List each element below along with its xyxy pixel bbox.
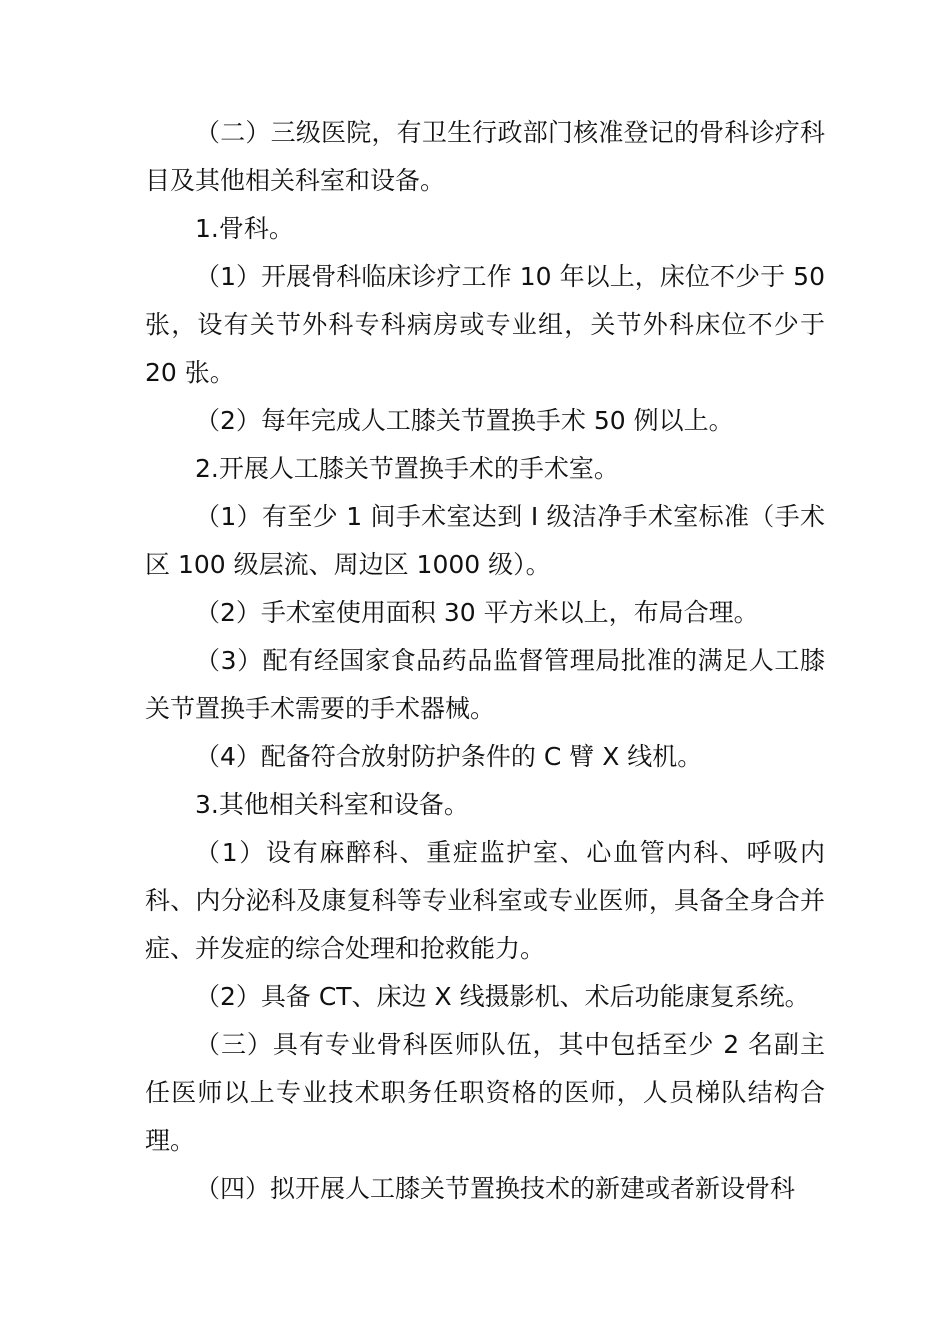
document-body: [145, 109, 825, 1213]
paragraph-tertiary-hospital: （二）三级医院，有卫生行政部门核准登记的骨科诊疗科目及其他相关科室和设备。: [145, 118, 825, 195]
paragraph-orthopedics-beds: （1）开展骨科临床诊疗工作 10 年以上，床位不少于 50 张，设有关节外科专科病房或专业组，关节外科床位不少于 20 张。: [145, 262, 825, 387]
paragraph-other-departments-heading: 3.其他相关科室和设备。: [195, 790, 469, 819]
paragraph-equipment: （2）具备 CT、床边 X 线摄影机、术后功能康复系统。: [195, 982, 810, 1011]
paragraph-orthopedics-heading: 1.骨科。: [195, 214, 294, 243]
paragraph-departments-list: （1）设有麻醉科、重症监护室、心血管内科、呼吸内科、内分泌科及康复科等专业科室或专业医师，具备全身合并症、并发症的综合处理和抢救能力。: [145, 838, 825, 963]
paragraph-clean-room-standard: （1）有至少 1 间手术室达到 I 级洁净手术室标准（手术区 100 级层流、周边区 1000 级）。: [145, 502, 825, 579]
paragraph-new-department: （四）拟开展人工膝关节置换技术的新建或者新设骨科: [195, 1174, 796, 1203]
paragraph-operating-room-heading: 2.开展人工膝关节置换手术的手术室。: [195, 454, 619, 483]
paragraph-annual-surgeries: （2）每年完成人工膝关节置换手术 50 例以上。: [195, 406, 734, 435]
paragraph-surgical-instruments: （3）配有经国家食品药品监督管理局批准的满足人工膝关节置换手术需要的手术器械。: [145, 646, 825, 723]
paragraph-room-area: （2）手术室使用面积 30 平方米以上，布局合理。: [195, 598, 759, 627]
paragraph-physician-team: （三）具有专业骨科医师队伍，其中包括至少 2 名副主任医师以上专业技术职务任职资格的医师，人员梯队结构合理。: [145, 1030, 825, 1155]
paragraph-c-arm: （4）配备符合放射防护条件的 C 臂 X 线机。: [195, 742, 703, 771]
